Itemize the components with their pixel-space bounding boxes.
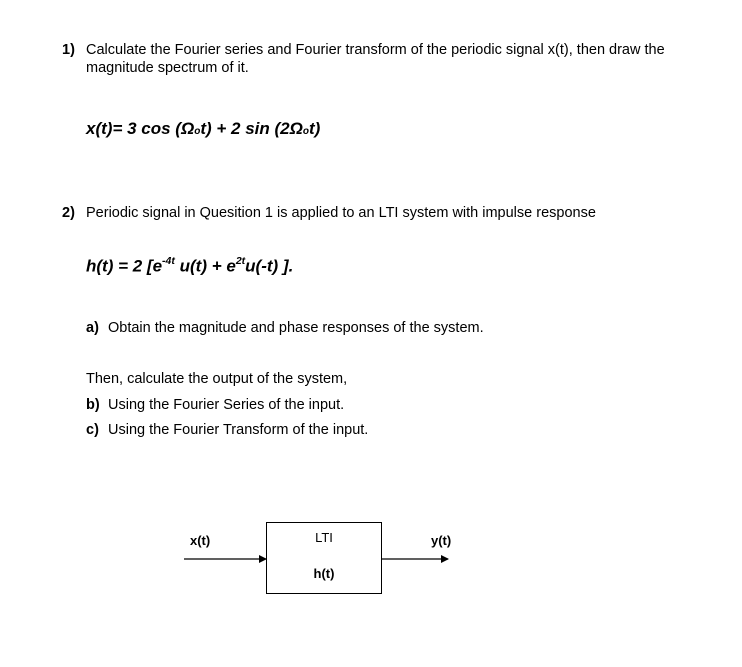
output-signal-label: y(t) (431, 533, 452, 548)
item-b-text: Using the Fourier Series of the input. (108, 397, 345, 413)
question-1-line-2: magnitude spectrum of it. (86, 60, 249, 76)
exponent-2: 2t (235, 255, 246, 267)
equation-1-part-1: x(t)= 3 cos ( (86, 119, 181, 138)
lti-system-block (266, 522, 382, 594)
exponent-1: -4t (162, 255, 175, 267)
item-a-label: a) (86, 320, 99, 336)
question-2-line-1: Periodic signal in Quesition 1 is applied to an LTI system with impulse response (86, 205, 596, 221)
lti-block-title: LTI (315, 530, 333, 545)
omega-symbol-1: Ω (180, 119, 195, 138)
question-2-number: 2) (62, 205, 75, 221)
input-signal-label: x(t) (190, 533, 211, 548)
lti-block-impulse-response: h(t) (313, 566, 335, 581)
omega-symbol-2: Ω (289, 119, 303, 138)
equation-2-part-3: u(-t) ]. (245, 256, 294, 276)
omega-subscript-2: o (302, 126, 310, 137)
equation-1-part-2: t) + 2 sin (2 (200, 119, 290, 138)
item-b-label: b) (86, 397, 100, 413)
omega-subscript-1: o (194, 126, 201, 137)
question-1-line-1: Calculate the Fourier series and Fourier transform of the periodic signal x(t), then draw the (86, 42, 665, 58)
item-a-text: Obtain the magnitude and phase responses of the system. (108, 320, 484, 336)
equation-2-part-1: h(t) = 2 [e (86, 256, 163, 276)
equation-2-part-2: u(t) + e (174, 256, 236, 276)
item-c-label: c) (86, 422, 99, 438)
then-text: Then, calculate the output of the system, (86, 371, 348, 387)
item-c-text: Using the Fourier Transform of the input. (108, 422, 369, 438)
question-1-number: 1) (62, 42, 75, 58)
equation-1-part-3: t) (309, 119, 321, 138)
